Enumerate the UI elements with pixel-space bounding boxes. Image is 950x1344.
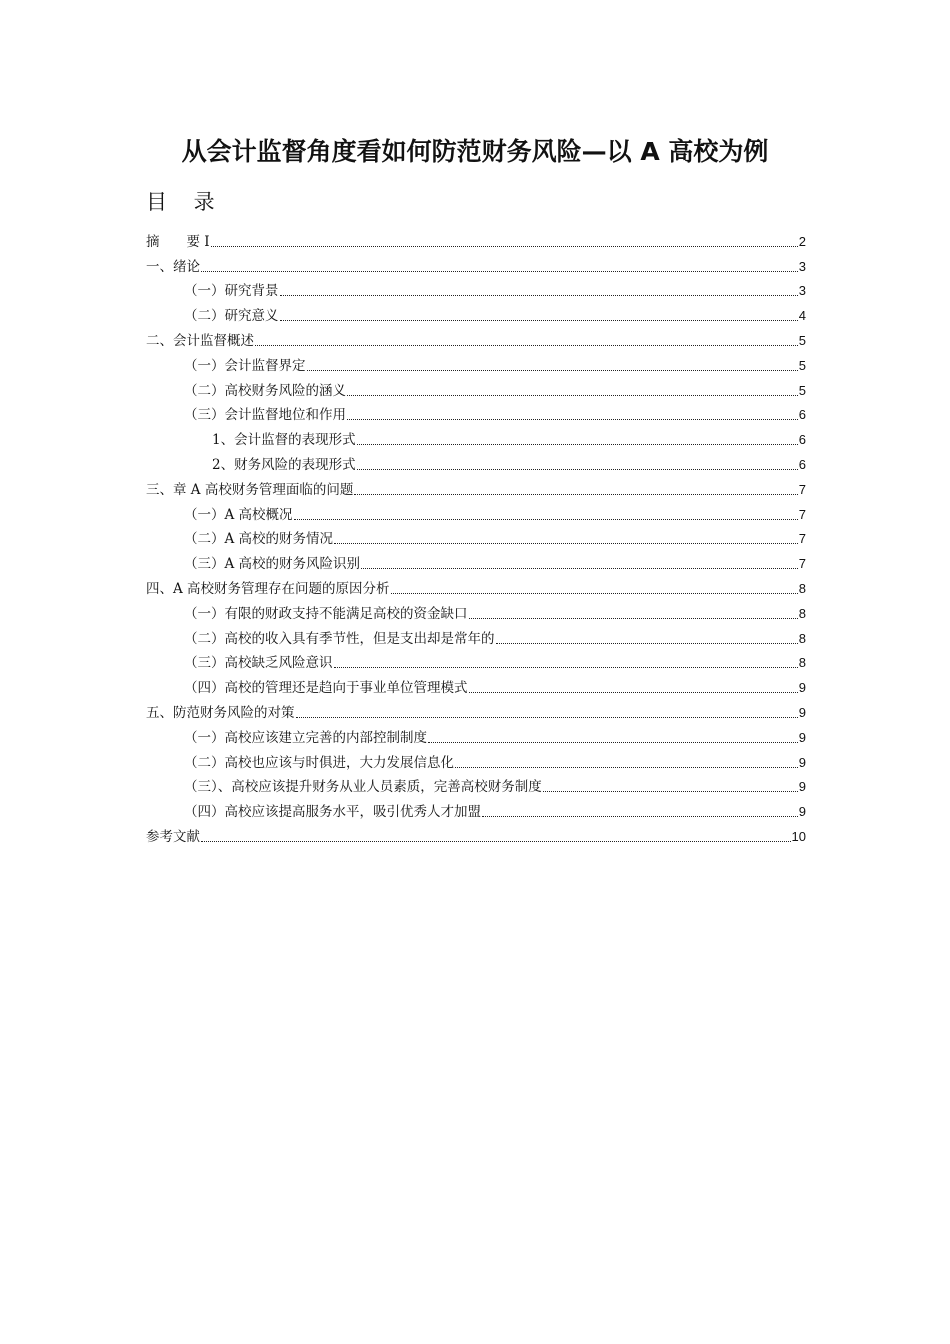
toc-dot-leader: [255, 344, 798, 346]
toc-page-number: 8: [798, 630, 806, 646]
toc-dot-leader: [280, 319, 798, 321]
toc-entry-title: （三）高校缺乏风险意识: [184, 655, 333, 672]
toc-page-number: 9: [798, 680, 806, 696]
toc-entry-title: （三）会计监督地位和作用: [184, 407, 346, 424]
toc-entry[interactable]: [146, 350, 806, 375]
toc-page-number: 6: [798, 456, 806, 472]
toc-entry-title: （三）、高校应该提升财务从业人员素质，完善高校财务制度: [184, 779, 542, 796]
toc-entry[interactable]: [146, 325, 806, 350]
toc-page-number: 9: [798, 804, 806, 820]
toc-dot-leader: [347, 394, 798, 396]
toc-entry[interactable]: [146, 747, 806, 772]
toc-dot-leader: [280, 294, 798, 296]
toc-dot-leader: [428, 741, 798, 743]
toc-entry[interactable]: [146, 300, 806, 325]
toc-dot-leader: [334, 542, 798, 544]
toc-entry-title: 五、防范财务风险的对策: [146, 704, 295, 721]
toc-entry[interactable]: [146, 400, 806, 425]
toc-page-number: 7: [798, 506, 806, 522]
toc-entry[interactable]: [146, 226, 806, 251]
toc-entry[interactable]: [146, 499, 806, 524]
toc-page-number: 5: [798, 382, 806, 398]
toc-entry[interactable]: [146, 722, 806, 747]
toc-entry-title: （二）研究意义: [184, 308, 279, 325]
toc-entry-title: 摘 要 I: [146, 233, 210, 250]
toc-page-number: 8: [798, 580, 806, 596]
toc-dot-leader: [294, 518, 798, 520]
toc-dot-leader: [482, 815, 798, 817]
toc-entry[interactable]: [146, 648, 806, 673]
toc-entry-title: （二）高校财务风险的涵义: [184, 382, 346, 399]
toc-page-number: 3: [798, 258, 806, 274]
toc-dot-leader: [296, 716, 798, 718]
toc-page-number: 6: [798, 432, 806, 448]
toc-entry[interactable]: [146, 251, 806, 276]
toc-page-number: 7: [798, 556, 806, 572]
toc-entry[interactable]: [146, 276, 806, 301]
toc-page-number: 5: [798, 357, 806, 373]
toc-page-number: 4: [798, 308, 806, 324]
toc-dot-leader: [201, 840, 791, 842]
toc-entry-title: （二）高校也应该与时俱进，大力发展信息化: [184, 754, 454, 771]
toc-dot-leader: [455, 766, 798, 768]
table-of-contents: [146, 226, 806, 846]
toc-page-number: 7: [798, 481, 806, 497]
toc-page-number: 10: [791, 828, 806, 844]
toc-entry-title: 一、绪论: [146, 258, 200, 275]
toc-page-number: 6: [798, 407, 806, 423]
toc-page-number: 3: [798, 283, 806, 299]
toc-entry-title: （一）高校应该建立完善的内部控制制度: [184, 729, 427, 746]
toc-entry[interactable]: [146, 449, 806, 474]
document-title: 从会计监督角度看如何防范财务风险—以 A 高校为例: [181, 137, 769, 166]
toc-heading: 目 录: [146, 190, 225, 214]
toc-entry-title: （一）有限的财政支持不能满足高校的资金缺口: [184, 605, 468, 622]
toc-entry[interactable]: [146, 672, 806, 697]
toc-page-number: 9: [798, 729, 806, 745]
toc-entry-title: 2、财务风险的表现形式: [212, 456, 356, 473]
toc-dot-leader: [201, 270, 798, 272]
toc-page-number: 8: [798, 605, 806, 621]
toc-dot-leader: [496, 642, 798, 644]
toc-entry[interactable]: [146, 375, 806, 400]
toc-entry-title: （三）A 高校的财务风险识别: [184, 556, 361, 573]
toc-dot-leader: [357, 443, 798, 445]
toc-entry-title: （四）高校的管理还是趋向于事业单位管理模式: [184, 680, 468, 697]
toc-entry[interactable]: [146, 474, 806, 499]
toc-dot-leader: [391, 592, 798, 594]
toc-entry-title: （二）高校的收入具有季节性，但是支出却是常年的: [184, 630, 495, 647]
toc-entry-title: 1、会计监督的表现形式: [212, 432, 356, 449]
toc-entry[interactable]: [146, 623, 806, 648]
toc-entry[interactable]: [146, 796, 806, 821]
toc-dot-leader: [347, 418, 798, 420]
toc-page-number: 2: [798, 233, 806, 249]
toc-entry-title: 三、章 A 高校财务管理面临的问题: [146, 481, 354, 498]
toc-entry-title: （一）研究背景: [184, 283, 279, 300]
toc-dot-leader: [307, 369, 798, 371]
toc-page-number: 5: [798, 332, 806, 348]
toc-entry[interactable]: [146, 548, 806, 573]
toc-page-number: 9: [798, 779, 806, 795]
toc-dot-leader: [361, 567, 798, 569]
toc-page-number: 8: [798, 655, 806, 671]
toc-dot-leader: [211, 245, 798, 247]
toc-dot-leader: [357, 468, 798, 470]
toc-entry-title: 四、A 高校财务管理存在问题的原因分析: [146, 580, 390, 597]
toc-page-number: 7: [798, 531, 806, 547]
toc-dot-leader: [543, 790, 798, 792]
toc-page-number: 9: [798, 754, 806, 770]
toc-entry[interactable]: [146, 697, 806, 722]
toc-entry[interactable]: [146, 598, 806, 623]
toc-page-number: 9: [798, 704, 806, 720]
toc-entry-title: （一）A 高校概况: [184, 506, 293, 523]
toc-dot-leader: [469, 617, 798, 619]
toc-entry-title: （四）高校应该提高服务水平，吸引优秀人才加盟: [184, 804, 481, 821]
toc-entry-title: 二、会计监督概述: [146, 332, 254, 349]
toc-entry[interactable]: [146, 821, 806, 846]
toc-entry[interactable]: [146, 573, 806, 598]
toc-entry-title: （二）A 高校的财务情况: [184, 531, 334, 548]
toc-dot-leader: [469, 691, 798, 693]
toc-entry-title: （一）会计监督界定: [184, 357, 306, 374]
toc-dot-leader: [354, 493, 797, 495]
toc-entry[interactable]: [146, 424, 806, 449]
toc-entry[interactable]: [146, 772, 806, 797]
toc-entry-title: 参考文献: [146, 828, 200, 845]
toc-dot-leader: [334, 666, 798, 668]
toc-entry[interactable]: [146, 524, 806, 549]
